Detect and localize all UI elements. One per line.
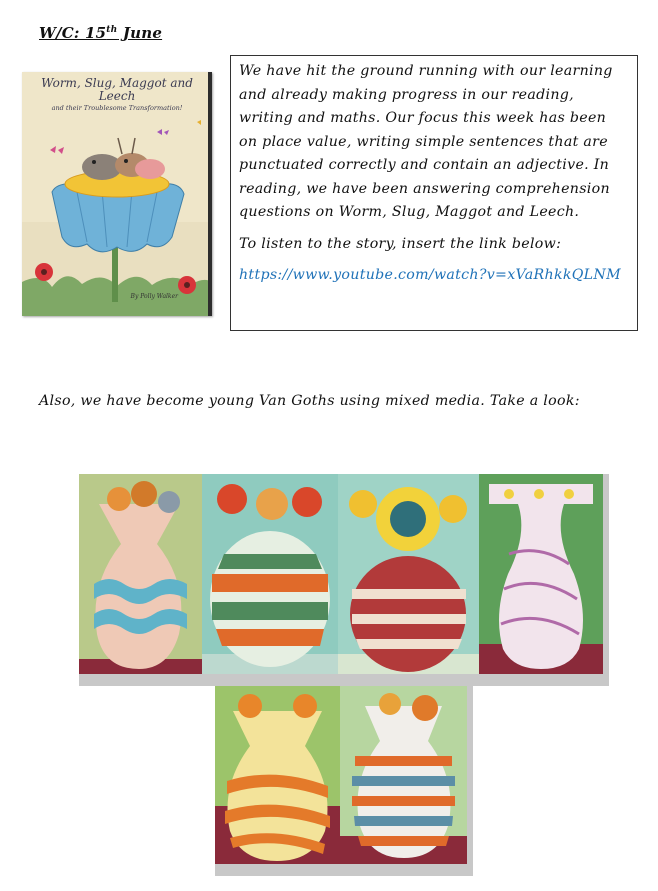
page-heading — [39, 24, 162, 42]
story-link[interactable]: https://www.youtube.com/watch?v=xVaRhkkQLNM — [239, 267, 621, 283]
update-text-box — [230, 55, 638, 331]
listen-instruction: To listen to the story, insert the link below: — [239, 235, 562, 252]
heading-sup: th — [106, 25, 118, 35]
heading-suffix: June — [117, 24, 163, 42]
artwork-vase-2 — [202, 474, 338, 674]
update-paragraph: We have hit the ground running with our learning and already making progress in our reading, writing and maths. Our focus this week has been on place value, writing simple sentences that are punctuated correctly and contain an adjective. In reading, we have been answering comprehension questions on Worm, Slug, Maggot and Leech. — [239, 63, 613, 220]
book-cover-image — [22, 72, 212, 316]
artwork-vase-5 — [215, 686, 340, 864]
book-cover-title: Worm, Slug, Maggot and Leech — [41, 76, 193, 103]
artwork-vase-4 — [479, 474, 603, 674]
artwork-vase-1 — [79, 474, 202, 674]
heading-prefix: W/C: 15 — [39, 24, 107, 42]
artwork-vase-6 — [340, 686, 467, 864]
also-text: Also, we have become young Van Goths using mixed media. Take a look: — [39, 393, 580, 409]
artwork-vase-3 — [338, 474, 479, 674]
book-cover-subtitle: and their Troublesome Transformation! — [51, 104, 183, 112]
book-cover-author: By Polly Walker — [130, 293, 178, 300]
